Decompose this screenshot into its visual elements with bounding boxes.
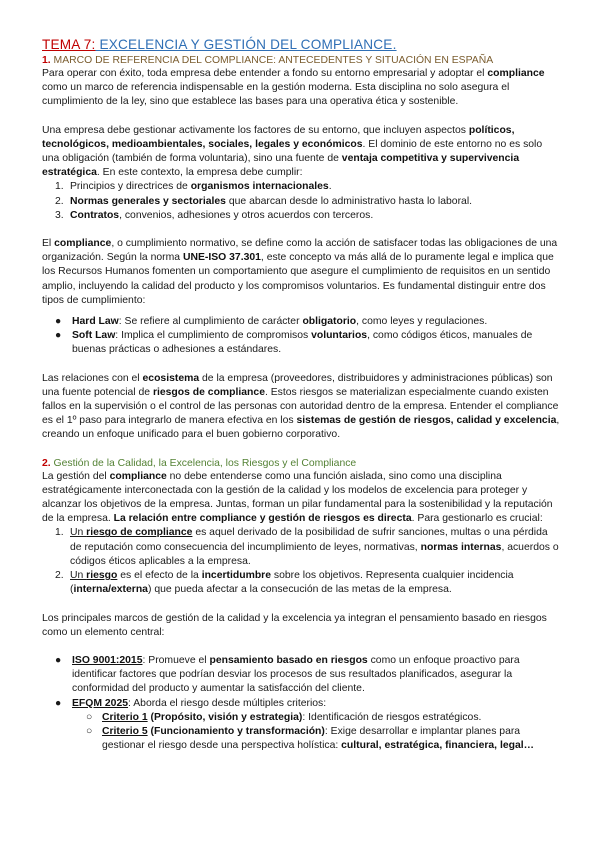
paragraph: Una empresa debe gestionar activamente los factores de su entorno, que incluyen aspectos políticos, tecnológicos, medioambientales, sociales, legales y económicos. El dominio de este entorno no es solo una obligación (también de forma voluntaria), sino una fuente de ventaja competitiva y supervivencia estratégica. En este contexto, la empresa debe cumplir:	[42, 124, 543, 179]
list-item: ● Hard Law: Se refiere al cumplimiento de carácter obligatorio, como leyes y regulaciones.	[42, 315, 560, 329]
numbered-list	[42, 180, 560, 223]
paragraph: La gestión del compliance no debe entenderse como una función aislada, sino como una disciplina estratégicamente interconectada con la gestión de la calidad y los modelos de excelencia para proteger y alcanzar los objetivos de la empresa. Juntas, forman un pilar fundamental para la sostenibilidad y la reputación de la empresa. La relación entre compliance y gestión de riesgos es directa. Para gestionarlo es crucial:	[42, 470, 553, 525]
bullet-icon: ●	[55, 330, 62, 342]
paragraph: Las relaciones con el ecosistema de la empresa (proveedores, distribuidores y administraciones públicas) son una fuente potencial de riesgos de compliance. Estos riesgos se materializan especialmente cuando existen fallos en la supervisión o el control de las personas con autoridad dentro de la empresa. Entender el compliance es el 1º paso para integrarlo de manera efectiva en los sistemas de gestión de riesgos, calidad y excelencia, creando un enfoque unificado para el buen gobierno corporativo.	[42, 372, 560, 441]
list-item: ● ISO 9001:2015: Promueve el pensamiento basado en riesgos como un enfoque proactivo para identificar factores que podrían desviar los procesos de sus resultados planificados, asegurar la conformidad del producto y aumentar la satisfacción del cliente.	[55, 654, 520, 695]
section-number: 1.	[42, 55, 51, 66]
bullet-icon: ●	[55, 316, 62, 328]
list-item: ○ Criterio 1 (Propósito, visión y estrategia): Identificación de riesgos estratégicos.	[42, 711, 560, 725]
section-title: Gestión de la Calidad, la Excelencia, los Riesgos y el Compliance	[50, 457, 357, 469]
bullet-list	[42, 654, 560, 711]
list-item: 2. Un riesgo es el efecto de la incertidumbre sobre los objetivos. Representa cualquier incidencia (interna/externa) que pueda afectar a la consecución de las metas de la empresa.	[55, 570, 514, 596]
list-item: 2. Normas generales y sectoriales que abarcan desde lo administrativo hasta lo laboral.	[55, 195, 473, 207]
list-item: 3. Contratos, convenios, adhesiones y otros acuerdos con terceros.	[55, 209, 374, 221]
bullet-icon: ●	[55, 654, 62, 666]
paragraph: Para operar con éxito, toda empresa debe entender a fondo su entorno empresarial y adoptar el compliance como un marco de referencia indispensable en la gestión moderna. Esta disciplina no solo asegura el cumplimiento de la ley, sino que establece las bases para una operativa ética y sostenible.	[42, 68, 545, 108]
section-1-heading	[42, 54, 560, 67]
list-item: 1. Principios y directrices de organismos internacionales.	[55, 181, 332, 193]
circle-bullet-icon: ○	[86, 711, 93, 723]
bullet-list	[42, 315, 560, 358]
document-title	[42, 37, 560, 52]
list-item: 1. Un riesgo de compliance es aquel derivado de la posibilidad de sufrir sanciones, multas o una pérdida de reputación como consecuencia del incumplimiento de leyes, normativas, normas internas, acuerdos o códigos éticos aplicables a la empresa.	[55, 527, 559, 567]
section-number: 2.	[42, 457, 51, 469]
paragraph: Los principales marcos de gestión de la calidad y la excelencia ya integran el pensamiento basado en riesgos como un elemento central:	[42, 612, 547, 638]
paragraph: El compliance, o cumplimiento normativo, se define como la acción de satisfacer todas las obligaciones de una organización. Según la norma UNE-ISO 37.301, este concepto va más allá de lo puramente legal e implica que los Recursos Humanos fomenten un comportamiento que asegure el cumplimiento de requisitos en un sentido amplio, incluyendo la calidad del producto y los compromisos voluntarios. Es fundamental distinguir entre dos tipos de cumplimiento:	[42, 238, 558, 306]
list-item: ○ Criterio 5 (Funcionamiento y transformación): Exige desarrollar e implantar planes para gestionar el riesgo desde una perspectiva holística: cultural, estratégica, financiera, legal…	[86, 725, 535, 752]
list-item: ● Soft Law: Implica el cumplimiento de compromisos voluntarios, como códigos éticos, manuales de buenas prácticas o adhesiones a estándares.	[55, 330, 533, 356]
sub-bullet-list	[42, 711, 560, 754]
bullet-icon: ●	[55, 697, 62, 709]
title-prefix: TEMA 7:	[42, 37, 96, 52]
title-text: EXCELENCIA Y GESTIÓN DEL COMPLIANCE.	[95, 37, 397, 52]
section-2-heading	[42, 457, 560, 470]
section-title: MARCO DE REFERENCIA DEL COMPLIANCE: ANTECEDENTES Y SITUACIÓN EN ESPAÑA	[50, 55, 494, 66]
numbered-list	[42, 526, 560, 597]
circle-bullet-icon: ○	[86, 725, 93, 737]
list-item: ● EFQM 2025: Aborda el riesgo desde múltiples criterios:	[42, 697, 560, 711]
